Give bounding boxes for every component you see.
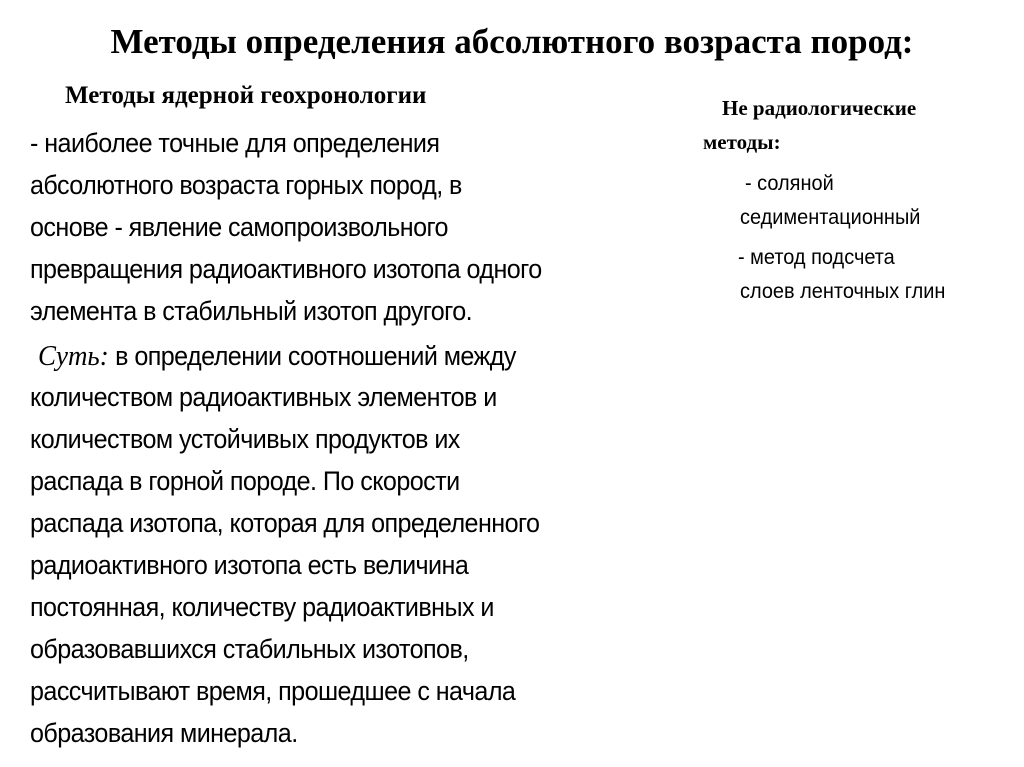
- right-heading: Не радиологические: [722, 96, 917, 120]
- intro-line: основе - явление самопроизвольного: [30, 212, 448, 242]
- method-item: - соляной: [745, 172, 834, 195]
- essence-line: количеством устойчивых продуктов их: [30, 424, 460, 454]
- left-heading: Методы ядерной геохронологии: [65, 82, 427, 109]
- essence-first: в определении соотношений между: [108, 341, 516, 371]
- essence-label: Суть:: [38, 340, 109, 372]
- essence-line: [38, 340, 516, 373]
- essence-line: рассчитывают время, прошедшее с начала: [30, 676, 516, 706]
- essence-line: радиоактивного изотопа есть величина: [30, 550, 469, 580]
- essence-line: образования минерала.: [30, 718, 298, 748]
- essence-line: распада в горной породе. По скорости: [30, 466, 460, 496]
- method-item: - метод подсчета: [738, 246, 895, 269]
- method-item: слоев ленточных глин: [740, 280, 946, 303]
- essence-line: распада изотопа, которая для определенного: [30, 508, 540, 538]
- right-heading: методы:: [703, 130, 781, 154]
- intro-line: превращения радиоактивного изотопа одного: [30, 254, 542, 284]
- essence-line: постоянная, количеству радиоактивных и: [30, 592, 494, 622]
- intro-line: элемента в стабильный изотоп другого.: [30, 296, 473, 326]
- intro-line: абсолютного возраста горных пород, в: [30, 170, 462, 200]
- essence-line: количеством радиоактивных элементов и: [30, 382, 497, 412]
- method-item: седиментационный: [740, 206, 921, 229]
- essence-line: образовавшихся стабильных изотопов,: [30, 634, 469, 664]
- slide-title: Методы определения абсолютного возраста пород:: [110, 22, 914, 61]
- intro-line: - наиболее точные для определения: [30, 128, 440, 158]
